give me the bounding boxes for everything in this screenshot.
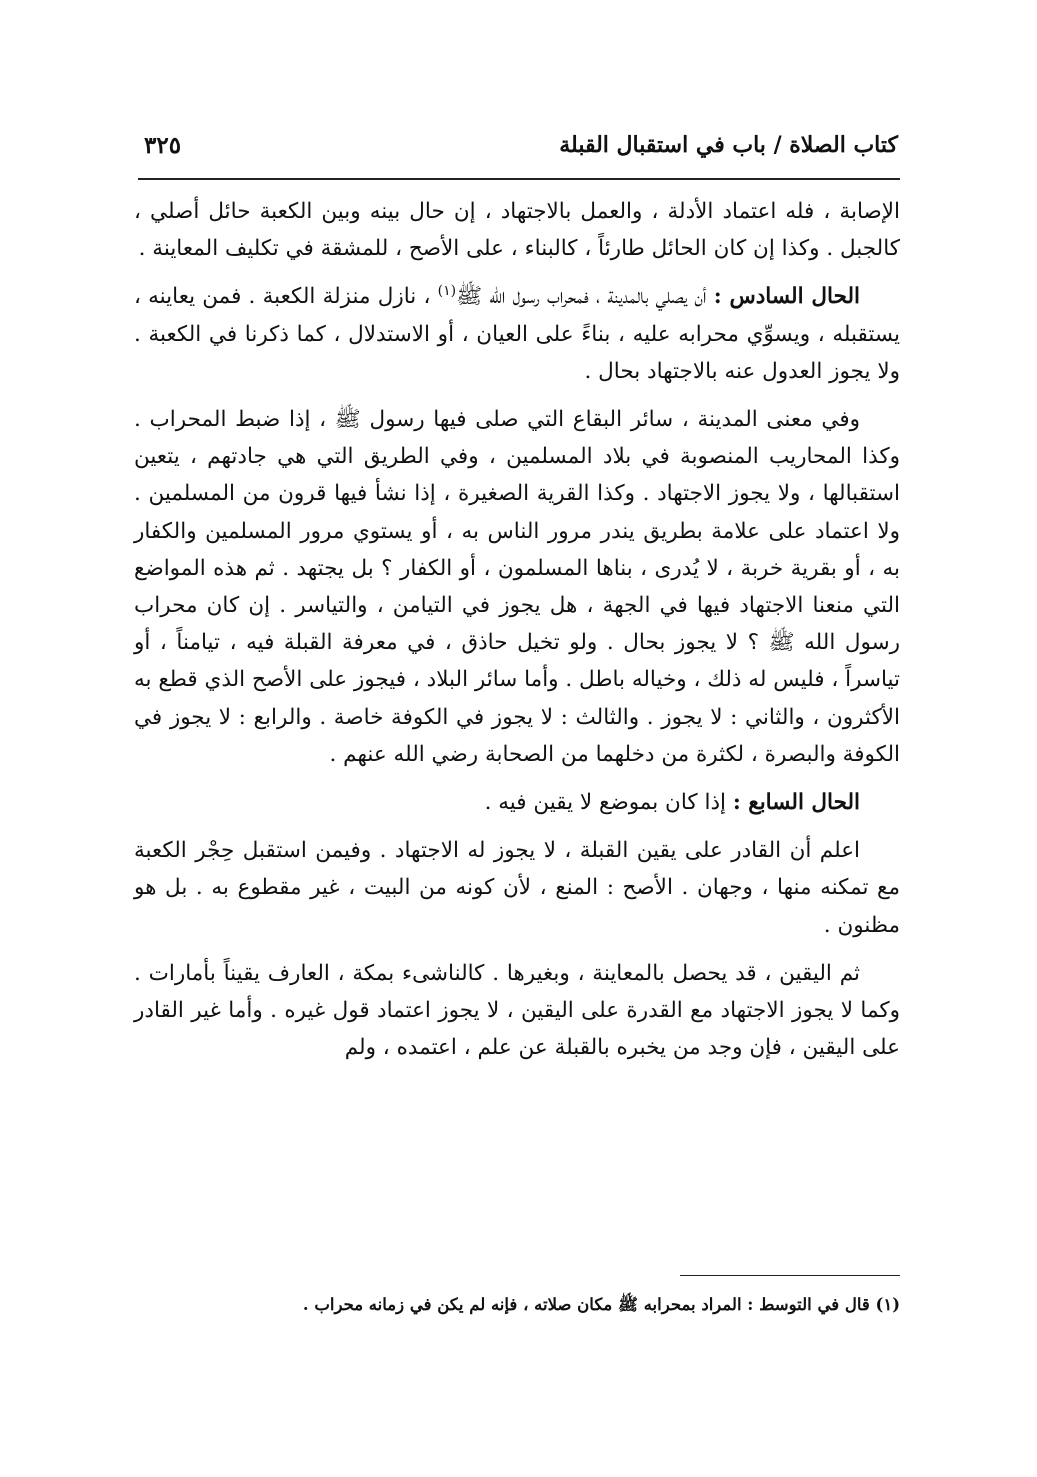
section-label-sixth: الحال السادس :: [713, 284, 860, 310]
section-label-seventh: الحال السابع :: [732, 790, 860, 816]
paragraph-6-text: ثم اليقين ، قد يحصل بالمعاينة ، وبغيرها . كالناشىء بمكة ، العارف يقيناً بأمارات . وكما لا يجوز الاجتهاد مع القدرة على اليقين ، لا يجوز اعتماد قول غيره . وأما غير القادر على اليقين ، فإن وجد من يخبره بالقبلة عن علم ، اعتمده ، ولم: [134, 960, 900, 1061]
body-text: [134, 193, 900, 1077]
footnote-ref[interactable]: (١): [437, 283, 457, 300]
paragraph-3: [134, 401, 900, 773]
header-rule: [138, 178, 900, 180]
footnote-text: قال في التوسط : المراد بمحرابه ﷺ مكان صلاته ، فإنه لم يكن في زمانه محراب .: [302, 1295, 876, 1314]
paragraph-5: [134, 832, 900, 944]
paragraph-6: [134, 955, 900, 1067]
paragraph-4-text: إذا كان بموضع لا يقين فيه .: [484, 790, 733, 816]
paragraph-2-text: ، نازل منزلة الكعبة . فمن يعاينه ، يستقبله ، ويسوِّي محرابه عليه ، بناءً على العيان ، أو الاستدلال ، كما ذكرنا في الكعبة . ولا يجوز العدول عنه بالاجتهاد بحال .: [134, 284, 900, 384]
paragraph-1-text: الإصابة ، فله اعتماد الأدلة ، والعمل بالاجتهاد ، إن حال بينه وبين الكعبة حائل أصلي ، كالجبل . وكذا إن كان الحائل طارئاً ، كالبناء ، على الأصح ، للمشقة في تكليف المعاينة .: [134, 199, 900, 262]
paragraph-1: [134, 193, 900, 267]
running-header: [138, 128, 898, 168]
paragraph-3-text: وفي معنى المدينة ، سائر البقاع التي صلى فيها رسول ﷺ ، إذا ضبط المحراب . وكذا المحاريب المنصوبة في بلاد المسلمين ، وفي الطريق التي هي جادتهم ، يتعين استقبالها ، ولا يجوز الاجتهاد . وكذا القرية الصغيرة ، إذا نشأ فيها قرون من المسلمين . ولا اعتماد على علامة بطريق يندر مرور الناس به ، أو يستوي مرور المسلمين والكفار به ، أو بقرية خربة ، لا يُدرى ، بناها المسلمون ، أو الكفار ؟ بل يجتهد . ثم هذه المواضع التي منعنا الاجتهاد فيها في الجهة ، هل يجوز في التيامن ، والتياسر . إن كان محراب رسول الله ﷺ ؟ لا يجوز بحال . ولو تخيل حاذق ، في معرفة القبلة فيه ، تيامناً ، أو تياسراً ، فليس له ذلك ، وخياله باطل . وأما سائر البلاد ، فيجوز على الأصح الذي قطع به الأكثرون ، والثاني : لا يجوز . والثالث : لا يجوز في الكوفة خاصة . والرابع : لا يجوز في الكوفة والبصرة ، لكثرة من دخلهما من الصحابة رضي الله عنهم .: [133, 407, 900, 767]
paragraph-2: [134, 278, 900, 390]
footnote-rule: [680, 1275, 900, 1276]
paragraph-4: [134, 784, 900, 821]
paragraph-5-text: اعلم أن القادر على يقين القبلة ، لا يجوز له الاجتهاد . وفيمن استقبل حِجْر الكعبة مع تمكنه منها ، وجهان . الأصح : المنع ، لأن كونه من البيت ، غير مقطوع به . بل هو مظنون .: [134, 838, 900, 938]
paragraph-2-text-start: أن يصلي بالمدينة ، فمحراب رسول الله ﷺ: [456, 284, 714, 310]
page-number: ٣٢٥: [144, 132, 182, 159]
header-title: كتاب الصلاة / باب في استقبال القبلة: [559, 132, 898, 158]
footnote: [134, 1292, 900, 1318]
footnote-number: (١): [875, 1295, 900, 1314]
